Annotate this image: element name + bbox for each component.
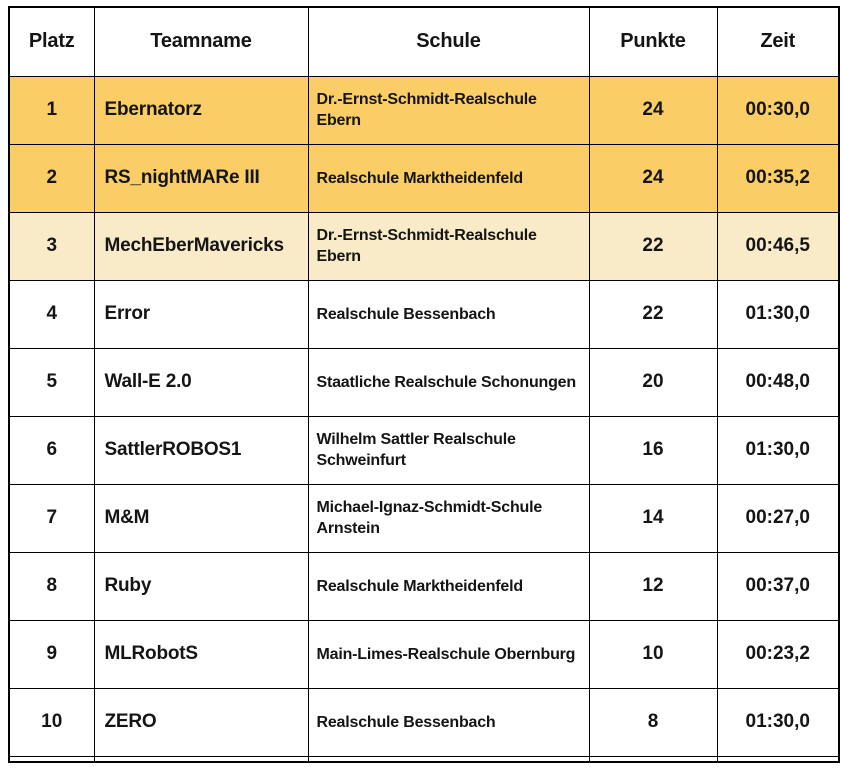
cell-zeit: 01:30,0 — [717, 416, 839, 484]
cell-zeit: 01:30,0 — [717, 280, 839, 348]
header-platz: Platz — [9, 7, 94, 76]
cell-punkte — [589, 756, 717, 762]
cell-platz: 9 — [9, 620, 94, 688]
cell-teamname: Ebernatorz — [94, 76, 308, 144]
cell-punkte: 24 — [589, 144, 717, 212]
cell-teamname: MLRobotS — [94, 620, 308, 688]
cell-punkte: 10 — [589, 620, 717, 688]
cell-platz: 7 — [9, 484, 94, 552]
cell-teamname: Wall-E 2.0 — [94, 348, 308, 416]
table-row — [9, 688, 839, 756]
cell-teamname: RS_nightMARe III — [94, 144, 308, 212]
cell-schule: Wilhelm Sattler Realschule Schweinfurt — [308, 416, 589, 484]
cell-teamname: ZERO — [94, 688, 308, 756]
cell-platz: 8 — [9, 552, 94, 620]
table-row — [9, 144, 839, 212]
cell-zeit — [717, 756, 839, 762]
table-row — [9, 348, 839, 416]
cell-schule: Dr.-Ernst-Schmidt-Realschule Ebern — [308, 212, 589, 280]
header-teamname: Teamname — [94, 7, 308, 76]
cell-teamname: Error — [94, 280, 308, 348]
header-punkte: Punkte — [589, 7, 717, 76]
cell-punkte: 24 — [589, 76, 717, 144]
cell-schule: Michael-Ignaz-Schmidt-Schule Arnstein — [308, 484, 589, 552]
cell-zeit: 01:30,0 — [717, 688, 839, 756]
header-row — [9, 7, 839, 76]
cell-zeit: 00:23,2 — [717, 620, 839, 688]
table-body — [9, 76, 839, 762]
cell-teamname: M&M — [94, 484, 308, 552]
table-row — [9, 76, 839, 144]
cell-teamname: SattlerROBOS1 — [94, 416, 308, 484]
cell-zeit: 00:30,0 — [717, 76, 839, 144]
cell-zeit: 00:48,0 — [717, 348, 839, 416]
cell-punkte: 8 — [589, 688, 717, 756]
cell-schule: Dr.-Ernst-Schmidt-Realschule Ebern — [308, 76, 589, 144]
cell-platz: 1 — [9, 76, 94, 144]
cell-zeit: 00:35,2 — [717, 144, 839, 212]
cell-teamname: MechEberMavericks — [94, 212, 308, 280]
table-row — [9, 620, 839, 688]
cell-punkte: 22 — [589, 280, 717, 348]
cell-platz: 3 — [9, 212, 94, 280]
cell-punkte: 22 — [589, 212, 717, 280]
table-row — [9, 416, 839, 484]
cell-schule: Staatliche Realschule Schonungen — [308, 348, 589, 416]
cell-schule: Main-Limes-Realschule Obernburg — [308, 620, 589, 688]
table-row — [9, 552, 839, 620]
cell-punkte: 14 — [589, 484, 717, 552]
cell-teamname: Ruby — [94, 552, 308, 620]
table-row — [9, 280, 839, 348]
cell-schule: Realschule Marktheidenfeld — [308, 552, 589, 620]
table-row — [9, 484, 839, 552]
cell-platz: 2 — [9, 144, 94, 212]
cell-platz: 4 — [9, 280, 94, 348]
cell-punkte: 20 — [589, 348, 717, 416]
cell-zeit: 00:27,0 — [717, 484, 839, 552]
cell-platz: 5 — [9, 348, 94, 416]
table-row — [9, 212, 839, 280]
cell-platz: 6 — [9, 416, 94, 484]
cell-platz: 10 — [9, 688, 94, 756]
cell-zeit: 00:46,5 — [717, 212, 839, 280]
cell-schule: Realschule Bessenbach — [308, 280, 589, 348]
results-table — [8, 6, 840, 763]
cell-schule — [308, 756, 589, 762]
cell-platz — [9, 756, 94, 762]
cell-schule: Realschule Bessenbach — [308, 688, 589, 756]
header-schule: Schule — [308, 7, 589, 76]
cell-punkte: 16 — [589, 416, 717, 484]
cell-teamname — [94, 756, 308, 762]
cell-punkte: 12 — [589, 552, 717, 620]
cell-schule: Realschule Marktheidenfeld — [308, 144, 589, 212]
partial-row — [9, 756, 839, 762]
header-zeit: Zeit — [717, 7, 839, 76]
table-header — [9, 7, 839, 76]
cell-zeit: 00:37,0 — [717, 552, 839, 620]
